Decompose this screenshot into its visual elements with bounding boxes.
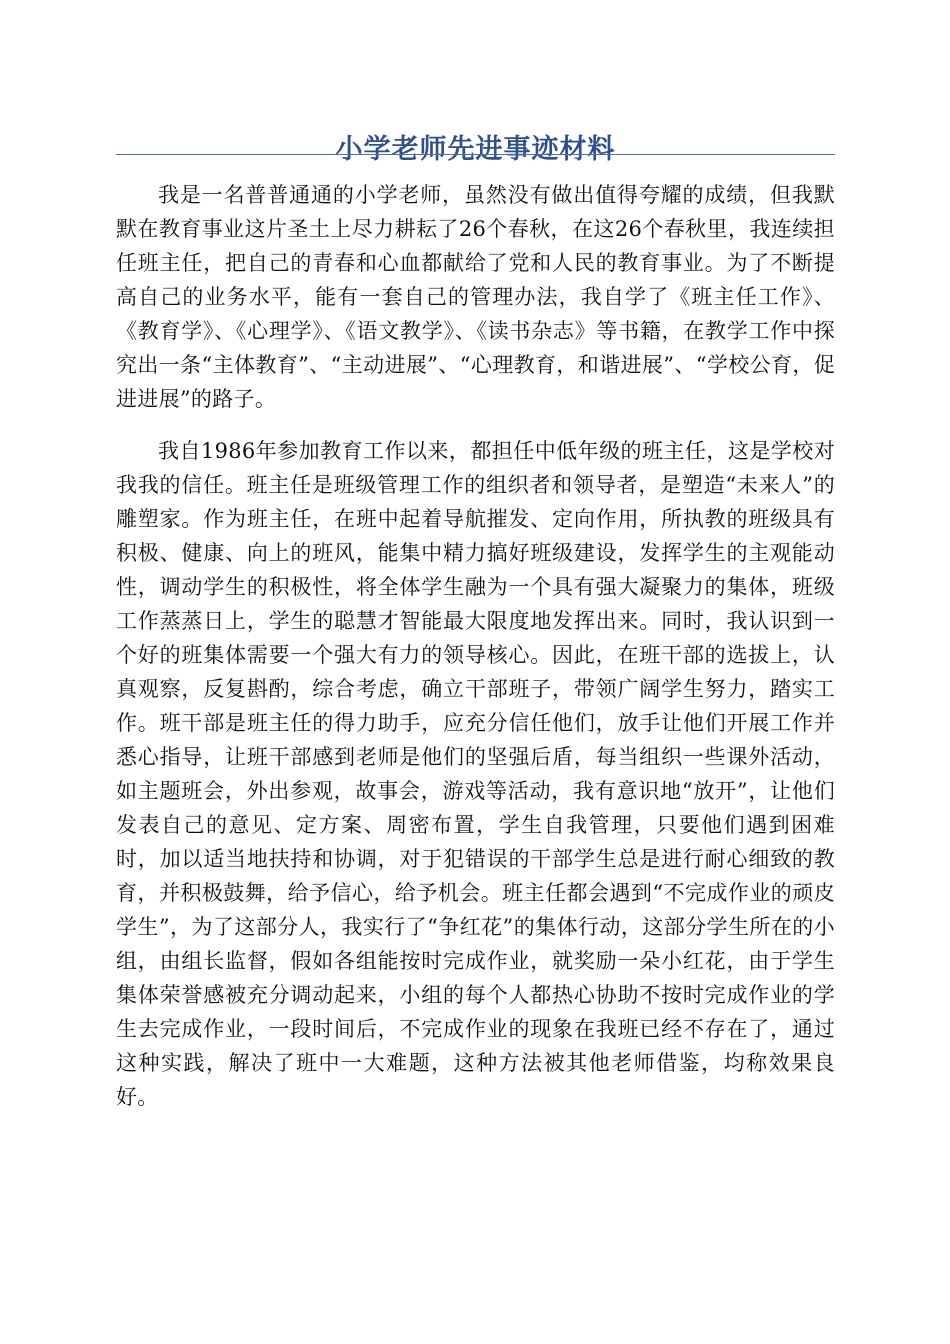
document-title: 小学老师先进事迹材料 bbox=[335, 134, 616, 166]
paragraph-2: 我自1986年参加教育工作以来，都担任中低年级的班主任，这是学校对我我的信任。班主任是班级管理工作的组织者和领导者，是塑造“未来人”的雕塑家。作为班主任，在班中起着导航摧发、定向作用，所执教的班级具有积极、健康、向上的班风，能集中精力搞好班级建设，发挥学生的主观能动性，调动学生的积极性，将全体学生融为一个具有强大凝聚力的集体，班级工作蒸蒸日上，学生的聪慧才智能最大限度地发挥出来。同时，我认识到一个好的班集体需要一个强大有力的领导核心。因此，在班干部的选拔上，认真观察，反复斟酌，综合考虑，确立干部班子，带领广阔学生努力，踏实工作。班干部是班主任的得力助手，应充分信任他们，放手让他们开展工作并悉心指导，让班干部感到老师是他们的坚强后盾，每当组织一些课外活动，如主题班会，外出参观，故事会，游戏等活动，我有意识地“放开”，让他们发表自己的意见、定方案、周密布置，学生自我管理，只要他们遇到困难时，加以适当地扶持和协调，对于犯错误的干部学生总是进行耐心细致的教育，并积极鼓舞，给予信心，给予机会。班主任都会遇到“不完成作业的顽皮学生”，为了这部分人，我实行了“争红花”的集体行动，这部分学生所在的小组，由组长监督，假如各组能按时完成作业，就奖励一朵小红花，由于学生集体荣誉感被充分调动起来，小组的每个人都热心协助不按时完成作业的学生去完成作业，一段时间后，不完成作业的现象在我班已经不存在了，通过这种实践，解决了班中一大难题，这种方法被其他老师借鉴，均称效果良好。 bbox=[116, 439, 835, 1109]
document-body bbox=[116, 178, 835, 1114]
paragraph-1: 我是一名普普通通的小学老师，虽然没有做出值得夸耀的成绩，但我默默在教育事业这片圣土上尽力耕耘了26个春秋，在这26个春秋里，我连续担任班主任，把自己的青春和心血都献给了党和人民的教育事业。为了不断提高自己的业务水平，能有一套自己的管理办法，我自学了《班主任工作》、《教育学》、《心理学》、《语文教学》、《读书杂志》等书籍，在教学工作中探究出一条“主体教育”、“主动进展”、“心理教育，和谐进展”、“学校公育，促进进展”的路子。 bbox=[116, 183, 835, 411]
title-underline bbox=[116, 154, 835, 155]
